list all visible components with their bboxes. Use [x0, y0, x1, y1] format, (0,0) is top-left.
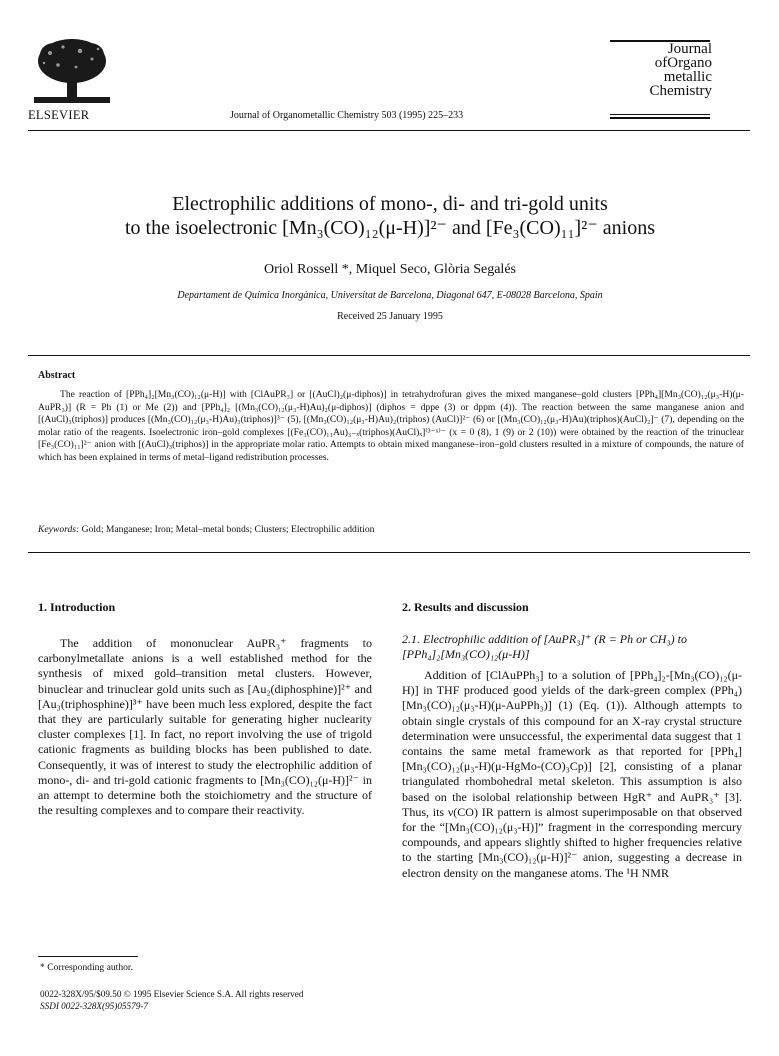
abstract-heading: Abstract	[38, 370, 76, 381]
article-title	[60, 192, 720, 240]
publisher-name: ELSEVIER	[28, 108, 90, 122]
results-paragraph: Addition of [ClAuPPh₃] to a solution of [PPh₄]₂-[Mn₃(CO)₁₂(μ-H)] in THF produced good yields of the dark-green complex (PPh₄)[Mn₃(CO)₁₂(μ₃-H)(μ-AuPPh₃)] (1) (Eq. (1)). Although attempts to obtain single crystals of this compound for an X-ray crystal structure determination were unsuccessful, the experimental data suggest that 1 contains the same metal framework as that reported for [PPh₄][Mn₃(CO)₁₂(μ₃-H)(μ-HgMo-(CO)₃Cp)] [2], consisting of a planar triangulated rhombohedral metal skeleton. This assumption is also based on the isolobal relationship between HgR⁺ and AuPR₃⁺ [3]. Thus, its ν(CO) IR pattern is almost superimposable on that observed for the “[Mn₃(CO)₁₂(μ₃-H)]” fragment in the corresponding mercury compounds, and appears slightly shifted to higher frequencies relative to the starting [Mn₃(CO)₁₂(μ-H)]²⁻ anion, suggesting a decrease in electron density on the manganese atoms. The ¹H NMR	[402, 668, 742, 880]
elsevier-tree-logo	[30, 35, 114, 107]
title-line-1: Electrophilic additions of mono-, di- and tri-gold units	[172, 193, 608, 215]
keywords-label: Keywords:	[38, 524, 80, 535]
journal-logo	[612, 42, 712, 98]
journal-logo-line-4: Chemistry	[649, 83, 712, 99]
intro-heading: 1. Introduction	[38, 600, 116, 614]
journal-logo-line-3: metallic	[663, 69, 712, 85]
ssdi-line: SSDI 0022-328X(95)05579-7	[40, 1001, 148, 1011]
journal-logo-rule-bottom	[610, 114, 710, 115]
keywords-list: Gold; Manganese; Iron; Metal–metal bonds; Clusters; Electrophilic addition	[81, 524, 375, 535]
abstract-rule-top	[28, 355, 750, 356]
footnote-rule	[38, 956, 138, 957]
journal-logo-rule-bottom-thick	[610, 117, 710, 119]
footnote: * Corresponding author.	[40, 962, 133, 973]
results-heading: 2. Results and discussion	[402, 600, 529, 614]
header-rule	[28, 130, 750, 131]
intro-paragraph: The addition of mononuclear AuPR₃⁺ fragments to carbonylmetallate anions is a well established method for the synthesis of mixed gold–transition metal clusters. However, binuclear and trinuclear gold units such as [Au₂(diphosphine)]²⁺ and [Au₃(triphosphine)]³⁺ have been much less explored, despite the fact that they are particularly suitable for generating higher nuclearity cluster complexes [1]. In fact, no report involving the use of trigold cationic fragments as building blocks has been published to date. Consequently, it was of interest to study the electrophilic addition of mono-, di- and tri-gold cationic fragments to [Mn₃(CO)₁₂(μ-H)]²⁻ in an attempt to determine both the stoichiometry and the structure of the resulting complexes and to compare their reactivity.	[38, 636, 372, 818]
results-subheading: 2.1. Electrophilic addition of [AuPR₃]⁺ (R = Ph or CH₃) to [PPh₄]₂[Mn₃(CO)₁₂(μ-H)]	[402, 632, 687, 661]
results-body	[402, 668, 742, 881]
copyright-block	[40, 988, 303, 1012]
journal-reference: Journal of Organometallic Chemistry 503 (1995) 225–233	[230, 110, 464, 121]
abstract-rule-bottom	[28, 552, 750, 553]
received-date: Received 25 January 1995	[337, 311, 443, 322]
keywords	[38, 524, 744, 535]
journal-logo-line-2: ofOrgano	[654, 55, 712, 71]
abstract-text: The reaction of [PPh₄]₂[Mn₃(CO)₁₂(μ-H)] with [ClAuPR₃] or [(AuCl)₂(μ-diphos)] in tetrahydrofuran gives the mixed manganese–gold clusters [PPh₄][Mn₃(CO)₁₂(μ₃-H)(μ-AuPR₃)] (R = Ph (1) or Me (2)) and [PPh₄]₂ [(Mn₃(CO)₁₂(μ₃-H)Au)₂(μ-diphos)] (diphos = dppe (3) or dppm (4)). The reaction between the same manganese anion and [(AuCl)₃(triphos)] produces [(Mn₃(CO)₁₂(μ₃-H)Au)₃(triphos)]³⁻ (5), [(Mn₃(CO)₁₂(μ₃-H)Au)₂(triphos) (AuCl)]²⁻ (6) or [(Mn₃(CO)₁₂(μ₃-H)Au)(triphos)(AuCl)₂]⁻ (7), depending on the molar ratio of the reagents. Isoelectronic iron–gold complexes [(Fe₃(CO)₁₁Au)₃₋ₓ(triphos)(AuCl)ₓ]⁽³⁻ˣ⁾⁻ (x = 0 (8), 1 (9) or 2 (10)) were obtained by the reaction of the trinuclear [Fe₃(CO)₁₁]²⁻ anion with [(AuCl)₃(triphos)] in the appropriate molar ratio. Attempts to obtain mixed manganese–iron–gold clusters resulted in a mixture of compounds, the nature of which has been explained in terms of metal–ligand redistribution processes.	[38, 389, 744, 463]
intro-body	[38, 636, 372, 818]
abstract-body	[38, 389, 744, 464]
affiliation: Departament de Química Inorgànica, Universitat de Barcelona, Diagonal 647, E-08028 Barcelona, Spain	[177, 290, 603, 301]
author-list: Oriol Rossell *, Miquel Seco, Glòria Segalés	[264, 262, 516, 277]
title-line-2: to the isoelectronic [Mn₃(CO)₁₂(μ-H)]²⁻ and [Fe₃(CO)₁₁]²⁻ anions	[125, 217, 655, 239]
copyright-line: 0022-328X/95/$09.50 © 1995 Elsevier Science S.A. All rights reserved	[40, 989, 304, 999]
journal-logo-line-1: Journal	[667, 41, 712, 57]
